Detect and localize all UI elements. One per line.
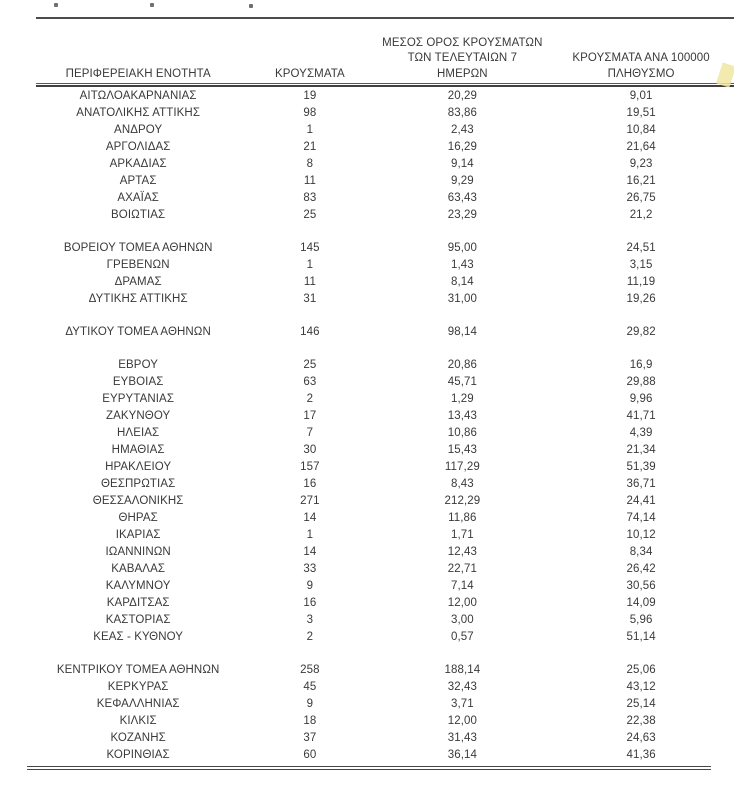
avg7-cell: 22,71 <box>447 563 477 575</box>
region-cell: ΚΟΡΙΝΘΙΑΣ <box>106 749 170 761</box>
table-row <box>33 544 734 561</box>
per100k-cell: 29,88 <box>626 376 656 388</box>
avg7-cell: 20,29 <box>447 90 477 102</box>
avg7-cell: 31,43 <box>447 732 477 744</box>
cases-cell: 145 <box>300 242 320 254</box>
avg7-cell: 23,29 <box>447 209 477 221</box>
avg7-cell: 32,43 <box>447 681 477 693</box>
cases-cell: 2 <box>306 631 314 643</box>
region-cell: ΘΗΡΑΣ <box>118 512 158 524</box>
table-row <box>33 459 734 476</box>
table-row <box>33 578 734 595</box>
per100k-cell: 9,23 <box>629 158 653 170</box>
per100k-cell: 24,51 <box>626 242 656 254</box>
table-row <box>33 173 734 190</box>
per100k-cell: 14,09 <box>626 597 656 609</box>
avg7-cell: 7,14 <box>450 580 474 592</box>
cases-cell: 9 <box>306 580 314 592</box>
region-cell: ΕΒΡΟΥ <box>118 359 159 371</box>
avg7-cell: 95,00 <box>447 242 477 254</box>
per100k-cell: 26,75 <box>626 192 656 204</box>
table-row <box>33 713 734 730</box>
table-row <box>33 696 734 713</box>
avg7-cell: 98,14 <box>447 326 477 338</box>
table-row <box>33 324 734 341</box>
region-cell: ΚΑΣΤΟΡΙΑΣ <box>105 614 171 626</box>
header-avg7-line1: ΜΕΣΟΣ ΟΡΟΣ ΚΡΟΥΣΜΑΤΩΝ <box>382 36 543 49</box>
cases-cell: 83 <box>303 192 317 204</box>
cases-cell: 25 <box>303 359 317 371</box>
cases-cell: 14 <box>303 546 317 558</box>
cases-cell: 2 <box>306 393 314 405</box>
per100k-cell: 10,84 <box>626 124 656 136</box>
region-cell: ΔΥΤΙΚΗΣ ΑΤΤΙΚΗΣ <box>88 293 188 305</box>
table-row <box>33 374 734 391</box>
table-row <box>33 612 734 629</box>
per100k-cell: 11,19 <box>626 276 656 288</box>
region-cell: ΗΜΑΘΙΑΣ <box>111 444 165 456</box>
table-row <box>33 425 734 442</box>
table-body <box>33 88 734 764</box>
cases-cell: 37 <box>303 732 317 744</box>
table-header-row <box>33 33 734 83</box>
region-cell: ΚΕΦΑΛΛΗΝΙΑΣ <box>96 698 180 710</box>
cases-cell: 31 <box>303 293 317 305</box>
region-cell: ΚΕΡΚΥΡΑΣ <box>107 681 169 693</box>
avg7-cell: 3,00 <box>450 614 474 626</box>
region-cell: ΕΥΡΥΤΑΝΙΑΣ <box>102 393 175 405</box>
per100k-cell: 51,39 <box>626 461 656 473</box>
group-gap <box>33 646 734 662</box>
cases-cell: 60 <box>303 749 317 761</box>
per100k-cell: 51,14 <box>626 631 656 643</box>
cases-cell: 16 <box>303 478 317 490</box>
region-cell: ΘΕΣΣΑΛΟΝΙΚΗΣ <box>92 495 184 507</box>
per100k-cell: 24,63 <box>626 732 656 744</box>
header-per100k-line2: ΠΛΗΘΥΣΜΟ <box>607 67 675 80</box>
region-cell: ΓΡΕΒΕΝΩΝ <box>106 259 170 271</box>
table-row <box>33 291 734 308</box>
cases-cell: 14 <box>303 512 317 524</box>
header-cases <box>243 67 376 84</box>
table-row <box>33 274 734 291</box>
per100k-cell: 24,41 <box>626 495 656 507</box>
avg7-cell: 9,14 <box>450 158 474 170</box>
cases-cell: 8 <box>306 158 314 170</box>
avg7-cell: 13,43 <box>447 410 477 422</box>
table-row <box>33 391 734 408</box>
region-cell: ΑΡΚΑΔΙΑΣ <box>109 158 167 170</box>
per100k-cell: 9,96 <box>629 393 653 405</box>
table-row <box>33 122 734 139</box>
table-row <box>33 156 734 173</box>
cases-cell: 16 <box>303 597 317 609</box>
per100k-cell: 3,15 <box>629 259 653 271</box>
per100k-cell: 21,2 <box>629 209 653 221</box>
region-cell: ΕΥΒΟΙΑΣ <box>112 376 164 388</box>
avg7-cell: 8,43 <box>450 478 474 490</box>
region-cell: ΚΙΛΚΙΣ <box>119 715 157 727</box>
table-row <box>33 679 734 696</box>
per100k-cell: 21,64 <box>626 141 656 153</box>
region-cell: ΘΕΣΠΡΩΤΙΑΣ <box>101 478 176 490</box>
region-cell: ΑΙΤΩΛΟΑΚΑΡΝΑΝΙΑΣ <box>79 90 197 102</box>
group-gap <box>33 341 734 357</box>
per100k-cell: 41,36 <box>626 749 656 761</box>
avg7-cell: 11,86 <box>448 512 477 524</box>
region-cell: ΚΑΛΥΜΝΟΥ <box>105 580 171 592</box>
table-row <box>33 510 734 527</box>
table-row <box>33 442 734 459</box>
region-cell: ΖΑΚΥΝΘΟΥ <box>105 410 171 422</box>
avg7-cell: 117,29 <box>444 461 480 473</box>
cases-cell: 157 <box>300 461 320 473</box>
table-row <box>33 493 734 510</box>
per100k-cell: 30,56 <box>626 580 656 592</box>
cases-cell: 3 <box>306 614 314 626</box>
cases-cell: 11 <box>303 175 316 187</box>
per100k-cell: 5,96 <box>629 614 653 626</box>
header-region-label: ΠΕΡΙΦΕΡΕΙΑΚΗ ΕΝΟΤΗΤΑ <box>65 67 211 80</box>
cases-cell: 45 <box>303 681 317 693</box>
table-row <box>33 476 734 493</box>
header-region <box>33 67 243 84</box>
avg7-cell: 12,43 <box>447 546 477 558</box>
cases-cell: 271 <box>300 495 320 507</box>
table-row <box>33 105 734 122</box>
table-row <box>33 747 734 764</box>
per100k-cell: 10,12 <box>626 529 656 541</box>
cases-cell: 18 <box>303 715 317 727</box>
table-row <box>33 595 734 612</box>
avg7-cell: 45,71 <box>447 376 477 388</box>
per100k-cell: 16,21 <box>626 175 656 187</box>
header-avg7 <box>376 36 548 84</box>
per100k-cell: 36,71 <box>626 478 656 490</box>
header-avg7-line3: ΗΜΕΡΩΝ <box>436 67 488 80</box>
avg7-cell: 20,86 <box>447 359 477 371</box>
per100k-cell: 9,01 <box>629 90 653 102</box>
per100k-cell: 25,14 <box>626 698 656 710</box>
table-row <box>33 629 734 646</box>
avg7-cell: 3,71 <box>450 698 474 710</box>
region-cell: ΑΝΔΡΟΥ <box>114 124 163 136</box>
region-cell: ΙΩΑΝΝΙΝΩΝ <box>105 546 171 558</box>
table-top-rule <box>36 17 734 19</box>
region-cell: ΔΡΑΜΑΣ <box>114 276 162 288</box>
cases-cell: 21 <box>303 141 317 153</box>
group-gap <box>33 308 734 324</box>
cases-cell: 1 <box>306 259 314 271</box>
region-cell: ΙΚΑΡΙΑΣ <box>115 529 161 541</box>
per100k-cell: 25,06 <box>626 664 656 676</box>
cases-cell: 25 <box>303 209 317 221</box>
cases-cell: 98 <box>303 107 317 119</box>
region-cell: ΗΡΑΚΛΕΙΟΥ <box>105 461 172 473</box>
avg7-cell: 36,14 <box>447 749 477 761</box>
avg7-cell: 1,71 <box>450 529 474 541</box>
per100k-cell: 19,26 <box>626 293 656 305</box>
region-cell: ΒΟΡΕΙΟΥ ΤΟΜΕΑ ΑΘΗΝΩΝ <box>63 242 213 254</box>
region-cell: ΑΡΓΟΛΙΔΑΣ <box>105 141 171 153</box>
region-cell: ΗΛΕΙΑΣ <box>117 427 160 439</box>
table-row <box>33 240 734 257</box>
avg7-cell: 12,00 <box>447 597 477 609</box>
cases-cell: 146 <box>300 326 320 338</box>
table-row <box>33 561 734 578</box>
cases-cell: 1 <box>306 529 314 541</box>
region-cell: ΚΕΝΤΡΙΚΟΥ ΤΟΜΕΑ ΑΘΗΝΩΝ <box>56 664 220 676</box>
table-row <box>33 88 734 105</box>
region-cell: ΔΥΤΙΚΟΥ ΤΟΜΕΑ ΑΘΗΝΩΝ <box>65 326 211 338</box>
avg7-cell: 0,57 <box>450 631 474 643</box>
cases-cell: 30 <box>303 444 317 456</box>
table-row <box>33 190 734 207</box>
header-avg7-line2: ΤΩΝ ΤΕΛΕΥΤΑΙΩΝ 7 <box>407 52 518 64</box>
per100k-cell: 19,51 <box>626 107 656 119</box>
region-cell: ΚΑΡΔΙΤΣΑΣ <box>106 597 170 609</box>
per100k-cell: 21,34 <box>626 444 656 456</box>
per100k-cell: 74,14 <box>626 512 656 524</box>
per100k-cell: 26,42 <box>626 563 656 575</box>
avg7-cell: 9,29 <box>450 175 474 187</box>
region-cell: ΚΟΖΑΝΗΣ <box>110 732 166 744</box>
cases-cell: 258 <box>300 664 320 676</box>
avg7-cell: 15,43 <box>447 444 477 456</box>
table-row <box>33 662 734 679</box>
cases-cell: 11 <box>303 276 316 288</box>
cases-cell: 33 <box>303 563 317 575</box>
region-cell: ΚΑΒΑΛΑΣ <box>111 563 166 575</box>
table-bottom-rule <box>27 766 711 770</box>
avg7-cell: 16,29 <box>447 141 477 153</box>
cases-cell: 9 <box>306 698 314 710</box>
avg7-cell: 2,43 <box>450 124 474 136</box>
per100k-cell: 8,34 <box>629 546 653 558</box>
per100k-cell: 29,82 <box>626 326 656 338</box>
cropped-text-fragment <box>150 3 154 7</box>
per100k-cell: 4,39 <box>629 427 653 439</box>
header-per100k <box>548 51 734 83</box>
avg7-cell: 31,00 <box>447 293 477 305</box>
table-row <box>33 408 734 425</box>
per100k-cell: 16,9 <box>629 359 653 371</box>
per100k-cell: 43,12 <box>626 681 656 693</box>
cases-cell: 19 <box>303 90 317 102</box>
header-per100k-line1: ΚΡΟΥΣΜΑΤΑ ΑΝΑ 100000 <box>572 52 710 64</box>
avg7-cell: 83,86 <box>447 107 477 119</box>
per100k-cell: 22,38 <box>626 715 656 727</box>
per100k-cell: 41,71 <box>626 410 656 422</box>
table-row <box>33 257 734 274</box>
region-cell: ΑΝΑΤΟΛΙΚΗΣ ΑΤΤΙΚΗΣ <box>76 107 201 119</box>
cases-cell: 17 <box>303 410 317 422</box>
table-row <box>33 357 734 374</box>
avg7-cell: 212,29 <box>444 495 481 507</box>
table-row <box>33 730 734 747</box>
table-row <box>33 139 734 156</box>
avg7-cell: 1,29 <box>450 393 474 405</box>
cases-cell: 63 <box>303 376 317 388</box>
avg7-cell: 10,86 <box>447 427 477 439</box>
table-row <box>33 527 734 544</box>
group-gap <box>33 224 734 240</box>
region-cell: ΚΕΑΣ - ΚΥΘΝΟΥ <box>93 631 184 643</box>
avg7-cell: 12,00 <box>447 715 477 727</box>
region-cell: ΑΡΤΑΣ <box>119 175 157 187</box>
table-row <box>33 207 734 224</box>
cropped-text-fragment <box>249 4 253 8</box>
region-cell: ΒΟΙΩΤΙΑΣ <box>111 209 166 221</box>
cases-cell: 7 <box>306 427 314 439</box>
avg7-cell: 188,14 <box>444 664 481 676</box>
table-header-rule <box>36 83 734 87</box>
cropped-text-fragment <box>54 3 58 7</box>
avg7-cell: 63,43 <box>447 192 477 204</box>
avg7-cell: 1,43 <box>450 259 474 271</box>
header-cases-label: ΚΡΟΥΣΜΑΤΑ <box>274 67 345 80</box>
region-cell: ΑΧΑΪΑΣ <box>117 192 159 204</box>
cases-cell: 1 <box>306 124 314 136</box>
avg7-cell: 8,14 <box>450 276 474 288</box>
